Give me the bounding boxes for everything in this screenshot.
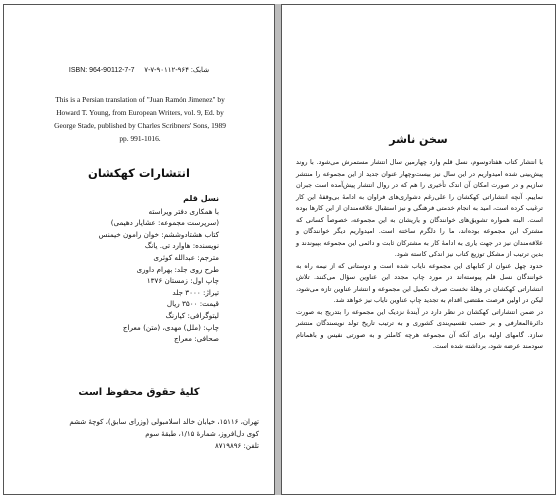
translation-credit [20,93,260,145]
paragraph: با انتشار کتاب هفتادوسوم، نسل قلم وارد چهارمین سال انتشار مستمرش می‌شود. با روند پیش‌بینی شده امیدواریم در این سال نیز بیست‌وچهار عنوان جدید از این مجموعه را منتشر سازیم و در صورت امکان آن اندک تأخیری را هم که در روال انتشار پیش‌آمده است جبران نماییم. آنچه انتشاراتی کهکشان را علی‌رغم دشواری‌های فراوان به ادامهٔ بی‌وقفهٔ این کار ترغیب کرده است، امید به انجام خدمتی فرهنگی و نیز استقبال علاقه‌مندان از این کارها بوده است. البته همواره تشویق‌های خوانندگان و یاریشان به این مجموعه، خصوصاً کسانی که مشترک این مجموعه بوده‌اند، ما را دلگرم ساخته است. امیدواریم دیگر خوانندگان و علاقه‌مندان نیز در جهت یاری به ادامهٔ کار به مشترکان ثابت و دائمی این مجموعه بپیوندند و بدین ترتیب از مشکل توزیع کتاب نیز اندکی کاسته شود. [296,158,543,258]
detail-line: (سرپرست مجموعه: عشایار دهیمی) [110,218,219,228]
series-title: نسل قلم [183,194,219,203]
publication-details [39,193,219,345]
detail-line: چاپ: (ملل) مهدی، (متن) معراج [122,322,219,332]
detail-line: قیمت: ۳۵۰۰ ریال [166,299,219,309]
detail-line: صحافی: معراج [174,334,219,344]
detail-line: لیتوگرافی: کیارنگ [165,310,219,320]
copyright-page [3,4,275,495]
isbn-persian: شابک: ۹۶۴-۹۰۱۱۲-۷-۷ [144,67,210,74]
credit-line: This is a Persian translation of "Juan Ramón Jimenez" by [55,95,225,104]
rights-notice: کلیهٔ حقوق محفوظ است [78,387,200,398]
detail-line: نویسنده: هاوارد تی. یانگ [144,241,219,251]
page-title: سخن ناشر [389,133,448,146]
paragraph: در ضمن انتشاراتی کهکشان در نظر دارد در آیندهٔ نزدیک این مجموعه را بتدریج به صورت دائرةالمعارفی و بر حسب تقسیم‌بندی کشوری و به ترتیب تاریخ تولد نویسندگان منتشر سازد. گامهای اولیه برای آنکه آن مجموعه هرچه کاملتر و به صورتی نفیس و باهمانام سودمند عرضه شود، برداشته شده است. [296,307,543,350]
note-body [296,157,543,353]
phone-line: تلفن: ۸۷۱۹۸۹۶ [214,442,259,450]
detail-line: تیراژ: ۳۰۰۰ جلد [172,287,219,297]
isbn-line [4,66,274,74]
credit-line: George Stade, published by Charles Scribners' Sons, 1989 [54,121,226,130]
detail-line: با همکاری دفتر ویراسته [148,206,219,216]
credit-line: pp. 991-1016. [119,134,161,143]
detail-line: مترجم: عبدالله کوثری [153,252,219,262]
isbn-english: ISBN: 964-90112-7-7 [68,67,135,74]
publisher-note-page [281,4,556,495]
address-line: تهران، ۱۵۱۱۶، خیابان خالد اسلامبولی (وزرای سابق)، کوچهٔ ششم [69,418,259,426]
detail-line: طرح روی جلد: بهرام داوری [136,264,219,274]
publisher-name: انتشارات کهکشان [88,166,190,180]
address-line: کوی دل‌افروز، شمارهٔ ۱/۱۵، طبقهٔ سوم [145,430,259,438]
publisher-address [19,416,259,452]
paragraph: حدود چهل عنوان از کتابهای این مجموعه نایاب شده است و دوستانی که از نیمه راه به خوانندگان نسل قلم پیوسته‌اند در مورد چاپ مجدد این عناوین سؤال می‌کنند. تلاش انتشاراتی کهکشان در وهلهٔ نخست صرف تکمیل این مجموعه و انتشار عناوین تازه می‌شود، لیکن در اولین فرصت مقتضی اقدام به تجدید چاپ عناوین نایاب نیز خواهد شد. [296,261,543,304]
detail-line: چاپ اول: زمستان ۱۳۷۶ [146,276,219,286]
credit-line: Howard T. Young, from European Writers, vol. 9, Ed. by [56,108,224,117]
detail-line: کتاب هشتادوششم: خوان رامون خیمنس [98,229,219,239]
